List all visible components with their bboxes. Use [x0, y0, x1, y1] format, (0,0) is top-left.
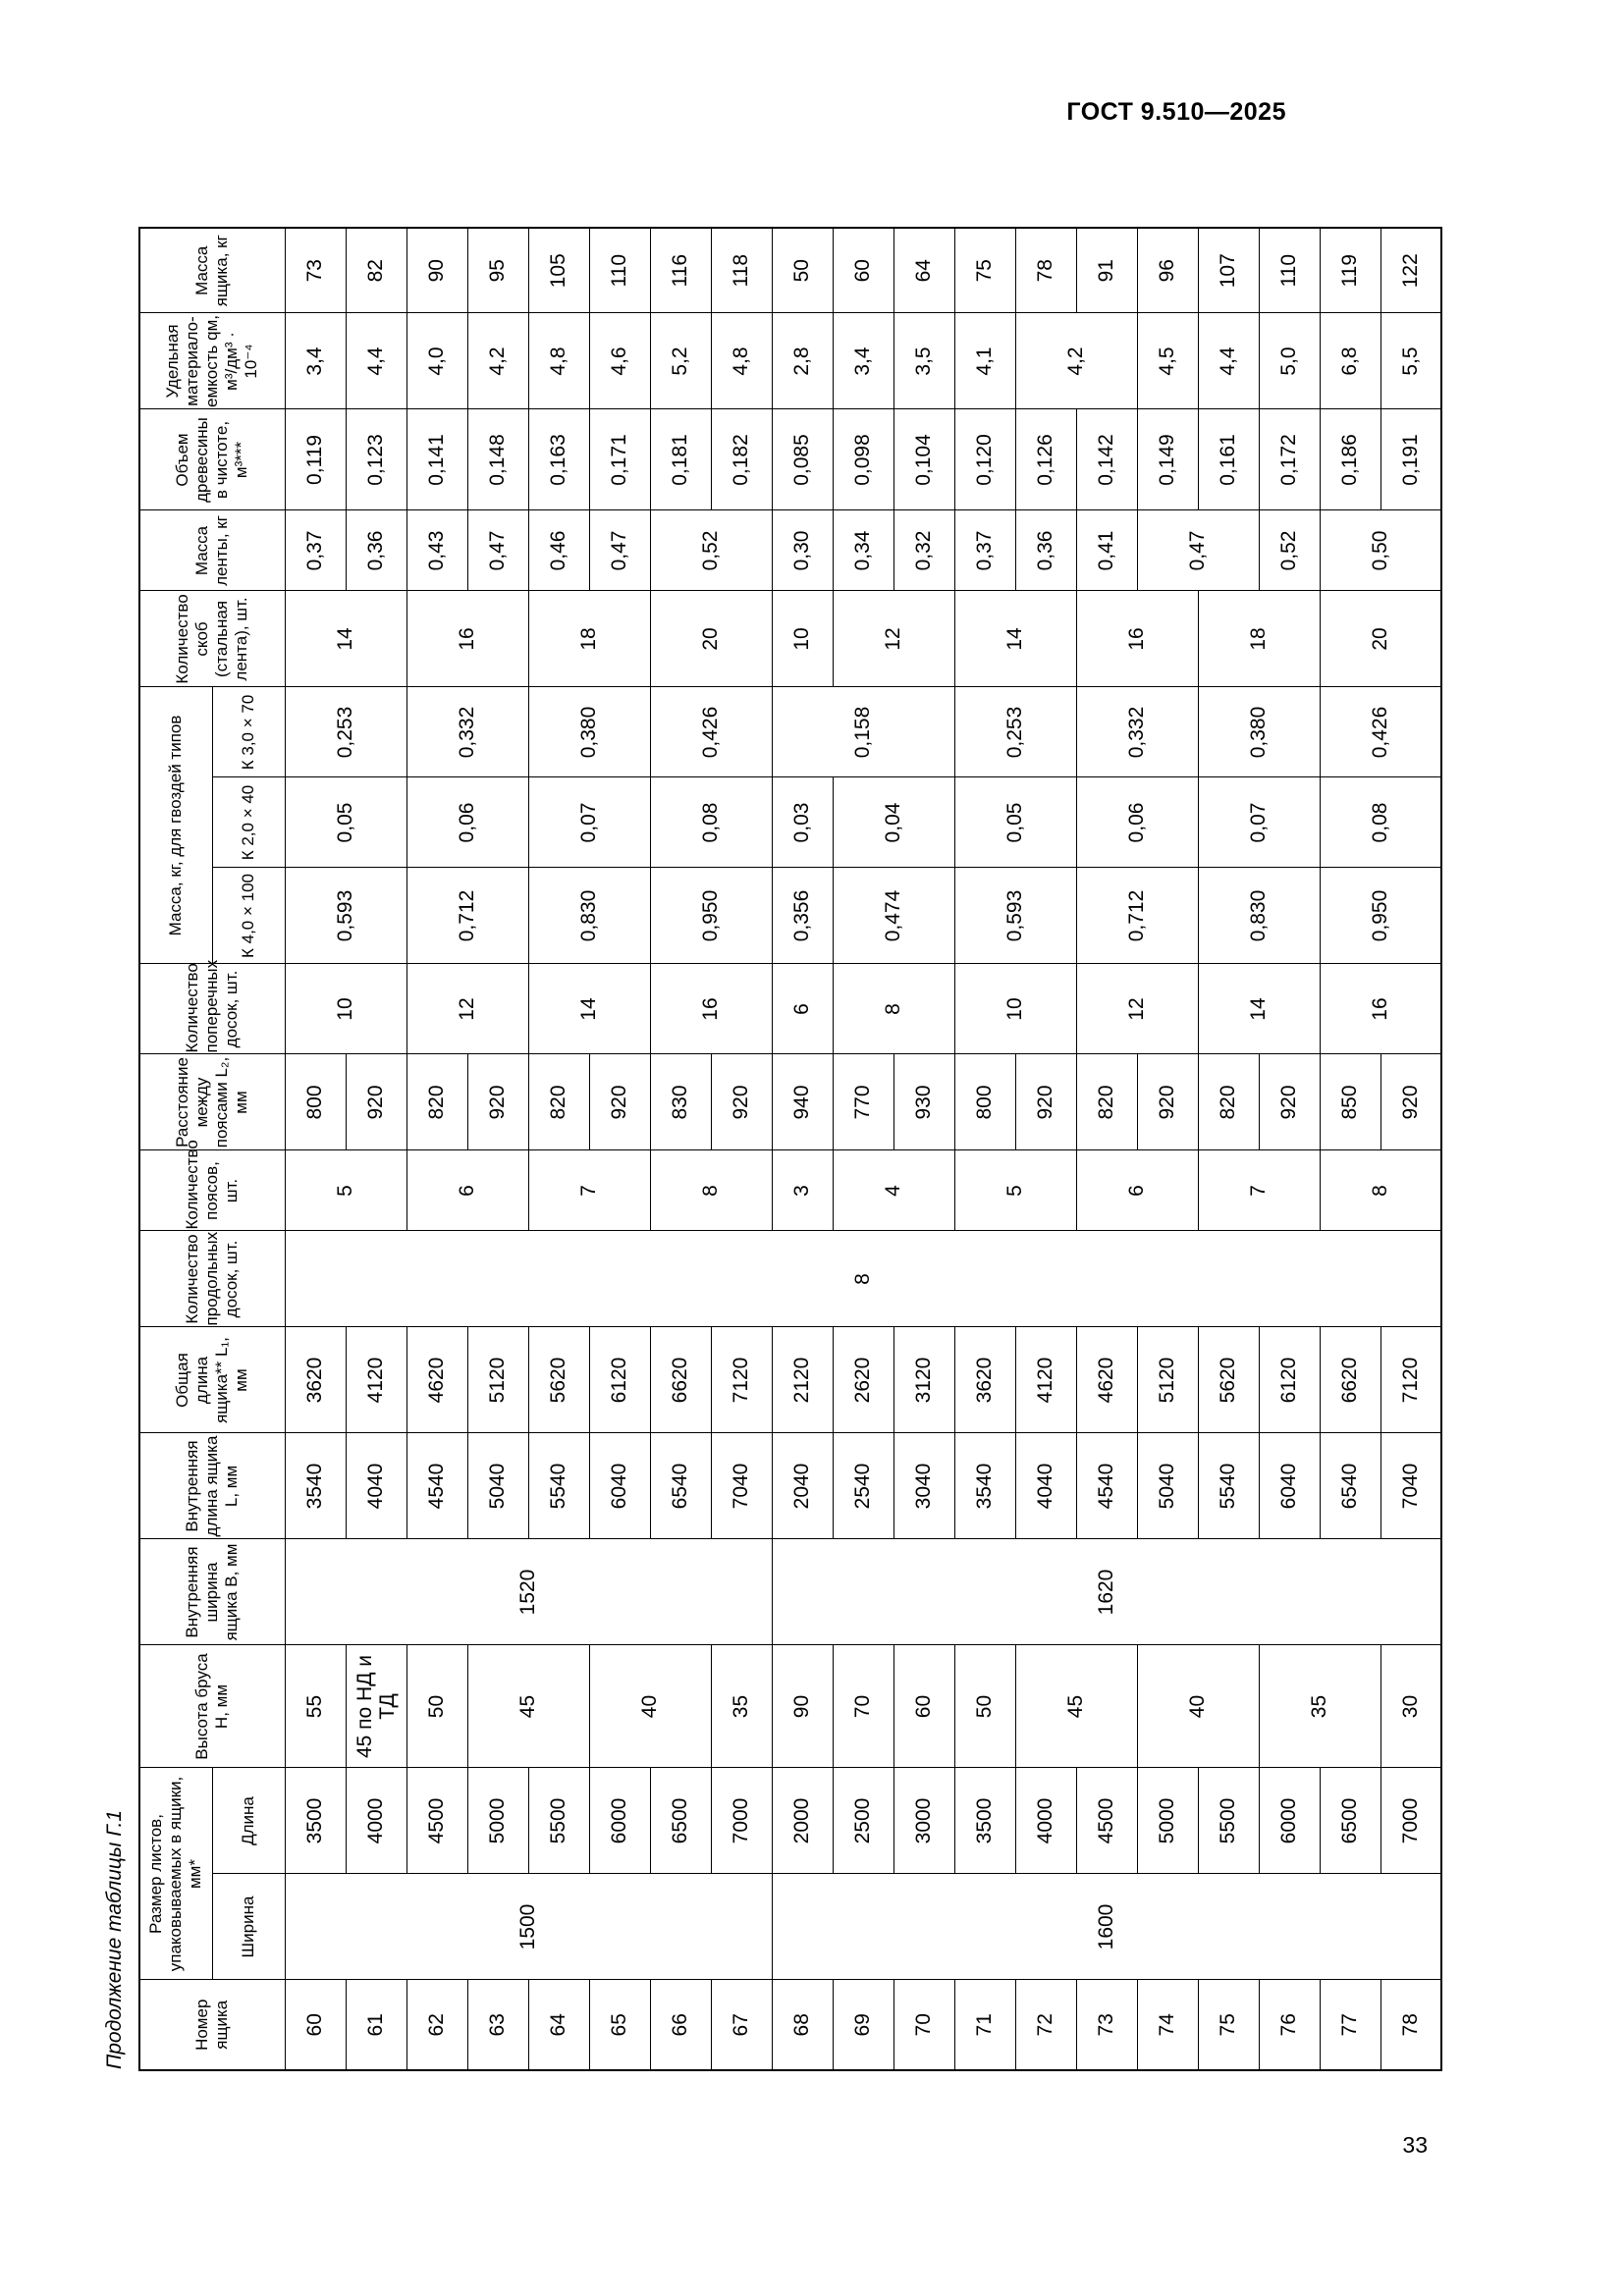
table-cell: 3500	[285, 1768, 346, 1874]
table-cell: 4540	[406, 1433, 467, 1539]
table-cell: 8	[650, 1150, 772, 1231]
table-cell: 830	[650, 1054, 711, 1150]
table-cell: 12	[1076, 964, 1198, 1054]
table-cell: 920	[589, 1054, 650, 1150]
table-cell: 3120	[893, 1327, 954, 1433]
table-cell: 5500	[1198, 1768, 1259, 1874]
table-cell: 0,593	[954, 868, 1076, 964]
table-cell: 3	[772, 1150, 833, 1231]
table-cell: 4500	[1076, 1768, 1137, 1874]
table-cell: 6000	[589, 1768, 650, 1874]
table-cell: 68	[772, 1980, 833, 2070]
col-header-staples: Количество скоб (стальная лента), шт.	[139, 591, 285, 687]
table-cell: 62	[406, 1980, 467, 2070]
table-cell: 820	[528, 1054, 589, 1150]
table-cell: 5620	[528, 1327, 589, 1433]
table-cell: 4	[833, 1150, 954, 1231]
table-cell: 0,32	[893, 510, 954, 591]
table-row	[346, 228, 406, 2070]
table-row	[406, 228, 467, 2070]
table-cell: 60	[285, 1980, 346, 2070]
table-cell: 0,05	[954, 777, 1076, 868]
table-cell: 5040	[1137, 1433, 1198, 1539]
document-standard-number: ГОСТ 9.510—2025	[1066, 98, 1286, 126]
table-cell: 0,37	[285, 510, 346, 591]
table-cell: 940	[772, 1054, 833, 1150]
table-cell: 0,43	[406, 510, 467, 591]
table-cell: 12	[833, 591, 954, 687]
table-cell: 0,30	[772, 510, 833, 591]
col-header-nail-k30: К 3,0 × 70	[212, 687, 285, 777]
col-header-nail-k40: К 4,0 × 100	[212, 868, 285, 964]
table-cell: 60	[893, 1645, 954, 1768]
table-cell: 820	[1076, 1054, 1137, 1150]
table-cell: 67	[711, 1980, 772, 2070]
table-cell: 35	[1259, 1645, 1380, 1768]
table-cell: 76	[1259, 1980, 1320, 2070]
table-cell: 0,474	[833, 868, 954, 964]
table-row	[1380, 228, 1441, 2070]
table-cell: 16	[1320, 964, 1441, 1054]
col-header-transverse-boards: Количество поперечных досок, шт.	[139, 964, 285, 1054]
table-cell: 6040	[589, 1433, 650, 1539]
table-cell: 4,5	[1137, 313, 1198, 409]
table-cell: 920	[1137, 1054, 1198, 1150]
table-cell: 5000	[467, 1768, 528, 1874]
table-cell: 800	[285, 1054, 346, 1150]
table-cell: 0,34	[833, 510, 893, 591]
table-cell: 7	[1198, 1150, 1320, 1231]
table-cell: 0,253	[954, 687, 1076, 777]
table-cell: 74	[1137, 1980, 1198, 2070]
table-cell: 14	[1198, 964, 1320, 1054]
header-row-1	[139, 228, 212, 2070]
table-cell: 0,50	[1320, 510, 1441, 591]
table-cell: 5,2	[650, 313, 711, 409]
table-cell: 75	[954, 228, 1015, 313]
table-cell: 920	[711, 1054, 772, 1150]
table-cell: 0,47	[1137, 510, 1259, 591]
table-cell: 920	[1259, 1054, 1320, 1150]
table-cell: 6620	[650, 1327, 711, 1433]
table-cell: 6540	[1320, 1433, 1380, 1539]
table-cell: 1500	[285, 1874, 772, 1980]
table-cell: 0,37	[954, 510, 1015, 591]
table-cell: 64	[528, 1980, 589, 2070]
table-cell: 0,05	[285, 777, 406, 868]
table-cell: 3620	[285, 1327, 346, 1433]
table-cell: 72	[1015, 1980, 1076, 2070]
table-row	[893, 228, 954, 2070]
table-cell: 2540	[833, 1433, 893, 1539]
table-cell: 10	[954, 964, 1076, 1054]
table-cell: 8	[285, 1231, 1441, 1327]
table-cell: 20	[650, 591, 772, 687]
table-cell: 45	[1015, 1645, 1137, 1768]
table-cell: 116	[650, 228, 711, 313]
table-cell: 5540	[528, 1433, 589, 1539]
table-cell: 6500	[1320, 1768, 1380, 1874]
table-cell: 0,191	[1380, 409, 1441, 510]
col-header-longitudinal-boards: Количество продольных досок, шт.	[139, 1231, 285, 1327]
table-cell: 40	[589, 1645, 711, 1768]
table-cell: 10	[772, 591, 833, 687]
table-cell: 0,181	[650, 409, 711, 510]
col-header-inner-width: Внутренняя ширина ящика В, мм	[139, 1539, 285, 1645]
table-cell: 0,593	[285, 868, 406, 964]
table-cell: 0,171	[589, 409, 650, 510]
table-cell: 110	[589, 228, 650, 313]
table-cell: 4620	[406, 1327, 467, 1433]
table-cell: 71	[954, 1980, 1015, 2070]
table-cell: 4,0	[406, 313, 467, 409]
table-row	[285, 228, 346, 2070]
table-cell: 18	[528, 591, 650, 687]
table-cell: 820	[406, 1054, 467, 1150]
table-cell: 4,8	[711, 313, 772, 409]
table-cell: 70	[833, 1645, 893, 1768]
table-cell: 4,2	[467, 313, 528, 409]
table-cell: 4,4	[1198, 313, 1259, 409]
table-cell: 5620	[1198, 1327, 1259, 1433]
table-cell: 50	[406, 1645, 467, 1768]
table-cell: 4540	[1076, 1433, 1137, 1539]
table-cell: 0,182	[711, 409, 772, 510]
table-cell: 930	[893, 1054, 954, 1150]
table-cell: 30	[1380, 1645, 1441, 1768]
table-cell: 0,098	[833, 409, 893, 510]
table-cell: 3620	[954, 1327, 1015, 1433]
table-cell: 16	[650, 964, 772, 1054]
table-cell: 73	[1076, 1980, 1137, 2070]
table-cell: 0,08	[1320, 777, 1441, 868]
table-cell: 0,950	[650, 868, 772, 964]
col-header-sheet-size-group: Размер листов, упаковываемых в ящики, мм*	[139, 1768, 212, 1980]
table-cell: 5	[954, 1150, 1076, 1231]
table-cell: 6540	[650, 1433, 711, 1539]
table-cell: 8	[1320, 1150, 1441, 1231]
col-header-sheet-length: Длина	[212, 1768, 285, 1874]
table-cell: 0,08	[650, 777, 772, 868]
table-cell: 118	[711, 228, 772, 313]
table-cell: 800	[954, 1054, 1015, 1150]
table-cell: 96	[1137, 228, 1198, 313]
table-cell: 0,426	[1320, 687, 1441, 777]
table-cell: 0,712	[1076, 868, 1198, 964]
table-cell: 82	[346, 228, 406, 313]
table-cell: 0,41	[1076, 510, 1137, 591]
table-cell: 5500	[528, 1768, 589, 1874]
table-row	[528, 228, 589, 2070]
table-row	[772, 228, 833, 2070]
table-cell: 920	[467, 1054, 528, 1150]
table-row	[954, 228, 1015, 2070]
table-cell: 55	[285, 1645, 346, 1768]
table-cell: 2,8	[772, 313, 833, 409]
table-cell: 4,8	[528, 313, 589, 409]
table-cell: 7000	[1380, 1768, 1441, 1874]
table-cell: 91	[1076, 228, 1137, 313]
table-cell: 7000	[711, 1768, 772, 1874]
table-cell: 7040	[1380, 1433, 1441, 1539]
col-header-sheet-width: Ширина	[212, 1874, 285, 1980]
table-cell: 0,950	[1320, 868, 1441, 964]
table-cell: 69	[833, 1980, 893, 2070]
table-cell: 50	[772, 228, 833, 313]
table-cell: 122	[1380, 228, 1441, 313]
table-cell: 45 по НД и ТД	[346, 1645, 406, 1768]
table-cell: 7120	[711, 1327, 772, 1433]
table-row	[1259, 228, 1320, 2070]
table-cell: 5000	[1137, 1768, 1198, 1874]
table-cell: 770	[833, 1054, 893, 1150]
table-cell: 14	[285, 591, 406, 687]
table-cell: 4000	[346, 1768, 406, 1874]
col-header-inner-length: Внутренняя длина ящика L, мм	[139, 1433, 285, 1539]
col-header-box-number: Номер ящика	[139, 1980, 285, 2070]
table-cell: 5	[285, 1150, 406, 1231]
table-cell: 64	[893, 228, 954, 313]
table-cell: 0,161	[1198, 409, 1259, 510]
table-cell: 4120	[346, 1327, 406, 1433]
table-row	[589, 228, 650, 2070]
table-cell: 7040	[711, 1433, 772, 1539]
table-cell: 107	[1198, 228, 1259, 313]
table-cell: 77	[1320, 1980, 1380, 2070]
table-cell: 8	[833, 964, 954, 1054]
table-cell: 0,47	[589, 510, 650, 591]
table-cell: 5,0	[1259, 313, 1320, 409]
table-cell: 920	[1380, 1054, 1441, 1150]
table-cell: 16	[1076, 591, 1198, 687]
table-cell: 0,172	[1259, 409, 1320, 510]
table-cell: 5120	[1137, 1327, 1198, 1433]
col-header-wood-volume: Объем древесины в чистоте, м³***	[139, 409, 285, 510]
table-cell: 0,46	[528, 510, 589, 591]
table-cell: 63	[467, 1980, 528, 2070]
table-cell: 6500	[650, 1768, 711, 1874]
table-cell: 0,06	[406, 777, 528, 868]
table-cell: 4120	[1015, 1327, 1076, 1433]
table-cell: 12	[406, 964, 528, 1054]
table-cell: 0,163	[528, 409, 589, 510]
table-row	[833, 228, 893, 2070]
table-cell: 14	[528, 964, 650, 1054]
table-cell: 35	[711, 1645, 772, 1768]
table-cell: 0,06	[1076, 777, 1198, 868]
table-cell: 4,2	[1015, 313, 1137, 409]
table-row	[1015, 228, 1076, 2070]
table-cell: 0,03	[772, 777, 833, 868]
table-cell: 820	[1198, 1054, 1259, 1150]
table-cell: 0,52	[650, 510, 772, 591]
table-cell: 0,119	[285, 409, 346, 510]
col-header-overall-length: Общая длина ящика** L₁, мм	[139, 1327, 285, 1433]
table-cell: 0,830	[528, 868, 650, 964]
table-cell: 1620	[772, 1539, 1441, 1645]
table-cell: 4620	[1076, 1327, 1137, 1433]
table-cell: 2040	[772, 1433, 833, 1539]
table-row	[1198, 228, 1259, 2070]
table-cell: 2500	[833, 1768, 893, 1874]
table-cell: 90	[406, 228, 467, 313]
table-cell: 5120	[467, 1327, 528, 1433]
table-cell: 0,104	[893, 409, 954, 510]
table-cell: 110	[1259, 228, 1320, 313]
table-cell: 45	[467, 1645, 589, 1768]
table-cell: 0,141	[406, 409, 467, 510]
table-cell: 1520	[285, 1539, 772, 1645]
table-cell: 0,356	[772, 868, 833, 964]
table-cell: 0,126	[1015, 409, 1076, 510]
table-cell: 6620	[1320, 1327, 1380, 1433]
table-cell: 0,380	[1198, 687, 1320, 777]
table-cell: 0,07	[528, 777, 650, 868]
table-cell: 14	[954, 591, 1076, 687]
table-cell: 6040	[1259, 1433, 1320, 1539]
col-header-box-mass: Масса ящика, кг	[139, 228, 285, 313]
col-header-nail-k20: К 2,0 × 40	[212, 777, 285, 868]
table-g1	[138, 227, 1442, 2071]
table-row	[711, 228, 772, 2070]
table-cell: 105	[528, 228, 589, 313]
table-cell: 0,120	[954, 409, 1015, 510]
table-cell: 4500	[406, 1768, 467, 1874]
table-cell: 73	[285, 228, 346, 313]
table-header	[139, 228, 285, 2070]
table-cell: 0,36	[1015, 510, 1076, 591]
table-cell: 6	[1076, 1150, 1198, 1231]
table-cell: 5040	[467, 1433, 528, 1539]
table-row	[1320, 228, 1380, 2070]
table-cell: 65	[589, 1980, 650, 2070]
table-cell: 50	[954, 1645, 1015, 1768]
table-cell: 3040	[893, 1433, 954, 1539]
table-cell: 0,158	[772, 687, 954, 777]
col-header-band-mass: Масса ленты, кг	[139, 510, 285, 591]
table-cell: 0,186	[1320, 409, 1380, 510]
table-cell: 4,4	[346, 313, 406, 409]
table-row	[1076, 228, 1137, 2070]
table-cell: 90	[772, 1645, 833, 1768]
table-cell: 0,712	[406, 868, 528, 964]
col-header-nails-group: Масса, кг, для гвоздей типов	[139, 687, 212, 964]
table-body	[285, 228, 1441, 2070]
table-cell: 20	[1320, 591, 1441, 687]
table-cell: 5540	[1198, 1433, 1259, 1539]
table-cell: 6120	[589, 1327, 650, 1433]
table-cell: 6	[406, 1150, 528, 1231]
table-cell: 3540	[954, 1433, 1015, 1539]
table-cell: 2000	[772, 1768, 833, 1874]
table-cell: 78	[1380, 1980, 1441, 2070]
col-header-belts: Количество поясов, шт.	[139, 1150, 285, 1231]
table-cell: 0,085	[772, 409, 833, 510]
table-cell: 0,04	[833, 777, 954, 868]
table-cell: 0,380	[528, 687, 650, 777]
table-cell: 78	[1015, 228, 1076, 313]
table-cell: 7120	[1380, 1327, 1441, 1433]
table-cell: 0,47	[467, 510, 528, 591]
table-cell: 4040	[346, 1433, 406, 1539]
page-number: 33	[1402, 2132, 1428, 2158]
rotated-table-container	[103, 177, 1468, 2071]
table-cell: 119	[1320, 228, 1380, 313]
table-cell: 4000	[1015, 1768, 1076, 1874]
table-cell: 16	[406, 591, 528, 687]
table-cell: 3,4	[285, 313, 346, 409]
table-cell: 4,1	[954, 313, 1015, 409]
table-cell: 0,52	[1259, 510, 1320, 591]
table-cell: 6,8	[1320, 313, 1380, 409]
table-cell: 7	[528, 1150, 650, 1231]
table-cell: 2620	[833, 1327, 893, 1433]
table-cell: 3,5	[893, 313, 954, 409]
table-cell: 0,253	[285, 687, 406, 777]
table-cell: 4,6	[589, 313, 650, 409]
table-cell: 4040	[1015, 1433, 1076, 1539]
table-cell: 850	[1320, 1054, 1380, 1150]
table-cell: 2120	[772, 1327, 833, 1433]
col-header-specific-material: Удельная материало-емкость qм, м³/дм³ · 10⁻⁴	[139, 313, 285, 409]
table-row	[1137, 228, 1198, 2070]
table-cell: 0,07	[1198, 777, 1320, 868]
table-cell: 0,36	[346, 510, 406, 591]
table-cell: 3540	[285, 1433, 346, 1539]
table-cell: 920	[1015, 1054, 1076, 1150]
table-cell: 95	[467, 228, 528, 313]
table-cell: 70	[893, 1980, 954, 2070]
table-cell: 0,332	[406, 687, 528, 777]
table-cell: 60	[833, 228, 893, 313]
table-cell: 6120	[1259, 1327, 1320, 1433]
table-cell: 5,5	[1380, 313, 1441, 409]
table-cell: 6000	[1259, 1768, 1320, 1874]
col-header-beam-height: Высота бруса Н, мм	[139, 1645, 285, 1768]
table-cell: 0,426	[650, 687, 772, 777]
table-cell: 61	[346, 1980, 406, 2070]
table-cell: 3,4	[833, 313, 893, 409]
table-cell: 18	[1198, 591, 1320, 687]
table-row	[650, 228, 711, 2070]
table-cell: 40	[1137, 1645, 1259, 1768]
table-cell: 0,148	[467, 409, 528, 510]
table-cell: 0,149	[1137, 409, 1198, 510]
table-cell: 920	[346, 1054, 406, 1150]
table-cell: 66	[650, 1980, 711, 2070]
table-cell: 1600	[772, 1874, 1441, 1980]
table-cell: 75	[1198, 1980, 1259, 2070]
table-cell: 0,142	[1076, 409, 1137, 510]
table-caption: Продолжение таблицы Г.1	[103, 1809, 126, 2069]
table-cell: 6	[772, 964, 833, 1054]
col-header-belt-spacing: Расстояние между поясами L₂, мм	[139, 1054, 285, 1150]
table-cell: 0,830	[1198, 868, 1320, 964]
table-cell: 10	[285, 964, 406, 1054]
table-cell: 3000	[893, 1768, 954, 1874]
table-cell: 3500	[954, 1768, 1015, 1874]
table-cell: 0,332	[1076, 687, 1198, 777]
table-row	[467, 228, 528, 2070]
table-cell: 0,123	[346, 409, 406, 510]
